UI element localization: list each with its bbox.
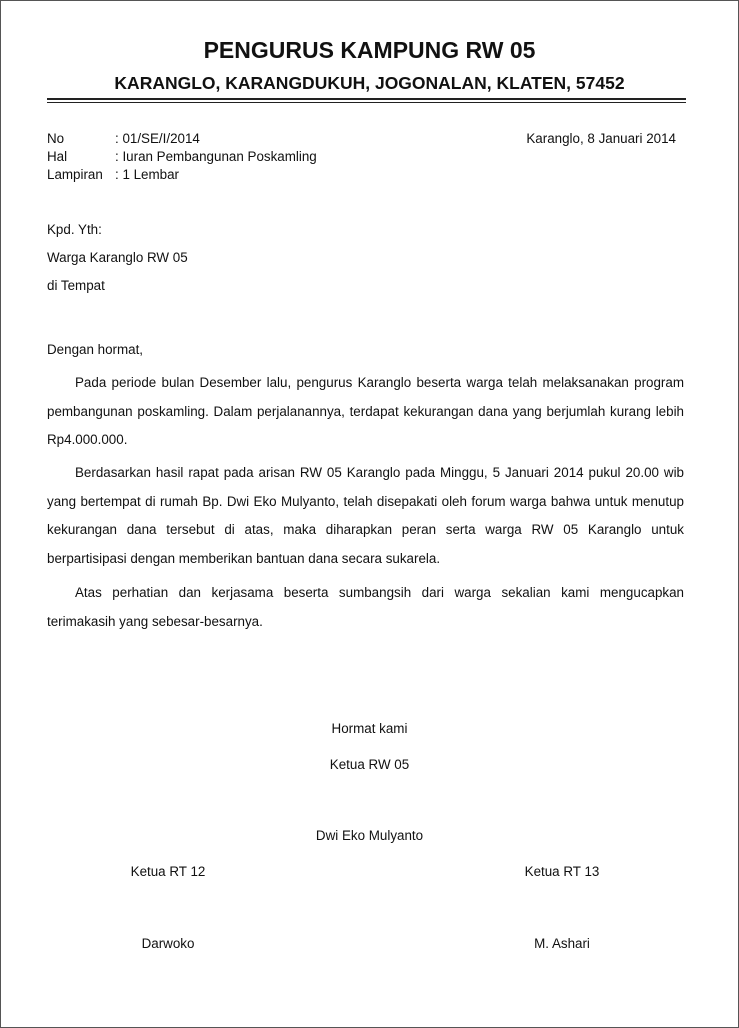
- letterhead-rule-thick: [47, 98, 686, 100]
- paragraph-3: Atas perhatian dan kerjasama beserta sumbangsih dari warga sekalian kami mengucapkan terimakasih yang sebesar-besarnya.: [47, 585, 684, 629]
- attachment-value: : 1 Lembar: [115, 167, 180, 182]
- rt12-chief-name: Darwoko: [141, 936, 195, 951]
- recipient-name: Warga Karanglo RW 05: [47, 250, 188, 265]
- letterhead-title: PENGURUS KAMPUNG RW 05: [203, 37, 536, 63]
- number-label: No: [47, 131, 65, 146]
- rt12-chief-title: Ketua RT 12: [130, 864, 206, 879]
- paragraph-2: Berdasarkan hasil rapat pada arisan RW 05 Karanglo pada Minggu, 5 Januari 2014 pukul 20.00 wib yang bertempat di rumah Bp. Dwi Eko Mulyanto, telah disepakati oleh forum warga bahwa untuk menutup kekurangan dana tersebut di atas, maka diharapkan peran serta warga RW 05 Karanglo untuk berpartisipasi dengan memberikan bantuan dana secara sukarela.: [47, 465, 684, 566]
- letterhead-address: KARANGLO, KARANGDUKUH, JOGONALAN, KLATEN, 57452: [114, 73, 625, 93]
- paragraph-1: Pada periode bulan Desember lalu, pengurus Karanglo beserta warga telah melaksanakan program pembangunan poskamling. Dalam perjalanannya, terdapat kekurangan dana yang berjumlah kurang lebih Rp4.000.000.: [47, 375, 684, 447]
- rt13-chief-title: Ketua RT 13: [524, 864, 600, 879]
- number-value: : 01/SE/I/2014: [115, 131, 200, 146]
- greeting: Dengan hormat,: [47, 342, 144, 357]
- rw-chief-name: Dwi Eko Mulyanto: [315, 828, 424, 843]
- closing-phrase: Hormat kami: [331, 721, 408, 736]
- recipient-place: di Tempat: [47, 278, 105, 293]
- rw-chief-title: Ketua RW 05: [329, 757, 410, 772]
- rt13-chief-name: M. Ashari: [534, 936, 590, 951]
- letterhead-rule-thin: [47, 102, 686, 103]
- subject-value: : Iuran Pembangunan Poskamling: [115, 149, 317, 164]
- attachment-label: Lampiran: [47, 167, 103, 182]
- letter-date: Karanglo, 8 Januari 2014: [526, 131, 676, 146]
- recipient-heading: Kpd. Yth:: [47, 222, 102, 237]
- subject-label: Hal: [47, 149, 68, 164]
